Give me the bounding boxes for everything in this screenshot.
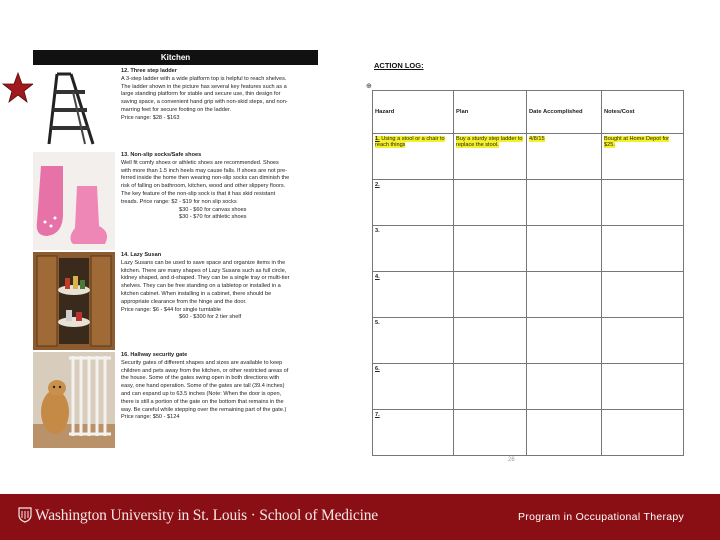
row-number: 1. [375, 136, 380, 142]
table-row [373, 318, 684, 364]
plan-text: Buy a sturdy step ladder to replace the stool. [456, 136, 523, 148]
column-header-date: Date Accomplished [527, 91, 602, 134]
date-cell[interactable] [527, 134, 602, 180]
date-cell[interactable] [527, 318, 602, 364]
university-name: Washington University in St. Louis · School of Medicine [35, 507, 378, 524]
notes-cell[interactable] [602, 318, 684, 364]
item-title: 16. Hallway security gate [121, 352, 188, 358]
action-log-table [372, 90, 684, 456]
item-line: appropriate clearance from the hinge and the door. [121, 298, 247, 305]
item-price: Price range: $28 - $163 [121, 114, 180, 121]
plan-cell[interactable] [454, 180, 527, 226]
notes-cell[interactable] [602, 364, 684, 410]
date-cell[interactable] [527, 226, 602, 272]
item-line: with more than 1.5 inch heels may cause falls. If shoes are not pre- [121, 167, 288, 174]
row-number: 3. [375, 228, 380, 234]
catalog-item [33, 352, 323, 448]
shield-icon [18, 507, 32, 523]
star-icon [2, 72, 34, 104]
notes-cell[interactable] [602, 410, 684, 456]
item-title: 14. Lazy Susan [121, 252, 162, 258]
item-line: Lazy Susans can be used to save space and organize items in the [121, 259, 286, 266]
kitchen-header: Kitchen [33, 50, 318, 65]
item-subprice: $60 - $300 for 2 tier shelf [179, 314, 242, 321]
item-line: kidney shaped, and d-shaped. They can be a single tray or multi-tier [121, 275, 290, 282]
date-cell[interactable] [527, 272, 602, 318]
item-line: way. Be careful while stepping over the remaining part of the gate.) [121, 406, 287, 413]
notes-text: Bought at Home Depot for $25. [604, 136, 669, 148]
plan-cell[interactable] [454, 410, 527, 456]
item-price: Price range: $6 - $44 for single turntable [121, 306, 221, 313]
item-line: the house. Some of the gates swing open in both directions with [121, 375, 280, 382]
hazard-cell[interactable] [373, 134, 454, 180]
plan-cell[interactable] [454, 134, 527, 180]
notes-cell[interactable] [602, 134, 684, 180]
hazard-cell[interactable] [373, 180, 454, 226]
item-line: large standing platform for stable and secure use, thin design for [121, 91, 281, 98]
row-number: 5. [375, 320, 380, 326]
item-subprice: $30 - $60 for canvas shoes [179, 206, 247, 213]
plan-cell[interactable] [454, 226, 527, 272]
item-line: treads. Price range: $2 - $19 for non slip socks [121, 198, 237, 205]
item-line: children and pets away from the kitchen, or other restricted areas of [121, 367, 289, 374]
catalog-item [33, 68, 323, 150]
item-price: Price range: $50 - $124 [121, 414, 180, 421]
item-subprice: $30 - $70 for athletic shoes [179, 214, 247, 221]
notes-cell[interactable] [602, 180, 684, 226]
item-line: risk of falling on bathroom, kitchen, wood and other slippery floors. [121, 183, 286, 190]
table-move-handle-icon[interactable]: ⊕ [366, 83, 372, 90]
hazard-cell[interactable] [373, 410, 454, 456]
row-number: 6. [375, 366, 380, 372]
item-line: The ladder shown in the picture has several key features such as a [121, 83, 287, 90]
item-line: and can expand up to 63.5 inches (Note: When the door is open, [121, 390, 282, 397]
notes-cell[interactable] [602, 272, 684, 318]
item-line: easy, one hand operation. Some of the gates are tall (39.4 inches) [121, 383, 285, 390]
column-header-plan: Plan [454, 91, 527, 134]
item-line: kitchen cabinet. When installing in a cabinet, there should be [121, 290, 272, 297]
hazard-cell[interactable] [373, 364, 454, 410]
item-line: The key feature of the non-slip sock is that it has skid resistant [121, 190, 276, 197]
hazard-cell[interactable] [373, 226, 454, 272]
row-number: 2. [375, 182, 380, 188]
item-title: 13. Non-slip socks/Safe shoes [121, 152, 202, 158]
item-line: kitchen. There are many shapes of Lazy Susans such as full circle, [121, 267, 287, 274]
program-name: Program in Occupational Therapy [518, 511, 685, 523]
plan-cell[interactable] [454, 272, 527, 318]
hazard-text: Using a stool or a chair to reach things [375, 136, 445, 148]
date-cell[interactable] [527, 410, 602, 456]
hazard-cell[interactable] [373, 318, 454, 364]
university-logo [18, 507, 378, 525]
table-row [373, 226, 684, 272]
table-header-row [373, 91, 684, 134]
item-line: saving space, a convenient hand grip with non-skid steps, and non- [121, 99, 288, 106]
table-row [373, 180, 684, 226]
column-header-notes: Notes/Cost [602, 91, 684, 134]
date-text: 4/8/15 [529, 136, 545, 142]
item-line: marring feet for secure footing on the ladder. [121, 106, 232, 113]
date-cell[interactable] [527, 180, 602, 226]
plan-cell[interactable] [454, 364, 527, 410]
row-number: 7. [375, 412, 380, 418]
action-log-title: ACTION LOG: [374, 61, 424, 70]
item-line: Well fit comfy shoes or athletic shoes are recommended. Shoes [121, 159, 279, 166]
table-row [373, 410, 684, 456]
notes-cell[interactable] [602, 226, 684, 272]
table-row [373, 272, 684, 318]
plan-cell[interactable] [454, 318, 527, 364]
item-line: there is still a portion of the gate on the bottom that remains in the [121, 398, 284, 405]
item-line: A 3-step ladder with a wide platform top is helpful to reach shelves. [121, 75, 287, 82]
table-row [373, 364, 684, 410]
security-gate-image [33, 352, 115, 448]
item-line: Security gates of different shapes and sizes are available to keep [121, 359, 283, 366]
socks-image [33, 152, 115, 250]
item-line: shelves. They can be free standing on a tabletop or installed in a [121, 283, 281, 290]
hazard-cell[interactable] [373, 272, 454, 318]
row-number: 4. [375, 274, 380, 280]
item-line: ferred inside the home then wearing non-slip socks can diminish the [121, 175, 290, 182]
ladder-image [33, 68, 115, 150]
item-title: 12. Three step ladder [121, 68, 177, 74]
table-row [373, 134, 684, 180]
page-number: 26 [508, 457, 515, 463]
catalog-item [33, 152, 323, 250]
date-cell[interactable] [527, 364, 602, 410]
column-header-hazard: Hazard [373, 91, 454, 134]
lazy-susan-image [33, 252, 115, 350]
catalog-item [33, 252, 323, 350]
